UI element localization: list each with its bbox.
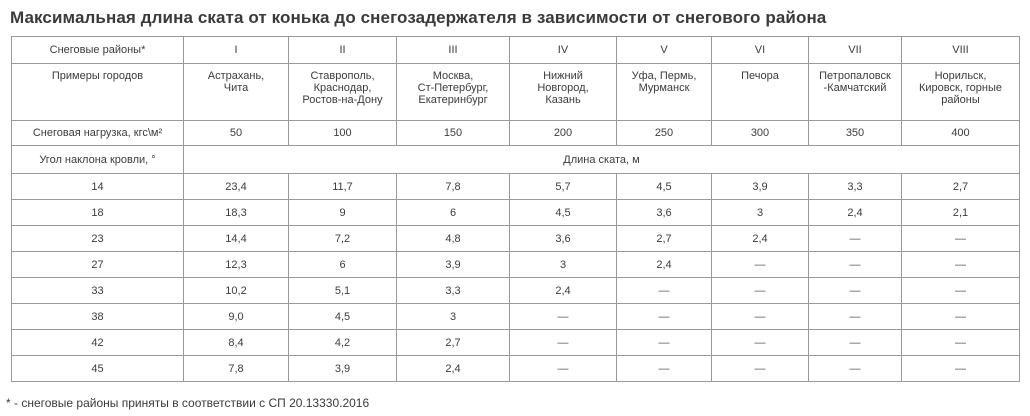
slope-length-cell: 3,9 [289,356,397,382]
region-header: III [397,37,510,64]
angle-header-row [12,146,1020,174]
region-header: VII [809,37,902,64]
load-cell: 50 [184,121,289,146]
page-title: Максимальная длина ската от конька до снегозадержателя в зависимости от снегового района [10,8,827,27]
table-row [12,278,1020,304]
regions-row [12,37,1020,64]
load-cell: 250 [617,121,712,146]
slope-length-cell: 2,7 [397,330,510,356]
slope-length-cell: 5,7 [510,174,617,200]
snow-load-row [12,121,1020,146]
slope-length-cell: — [902,356,1020,382]
angle-cell: 23 [12,226,184,252]
slope-length-cell: — [902,252,1020,278]
slope-length-cell: 2,7 [902,174,1020,200]
slope-length-cell: — [712,330,809,356]
slope-length-cell: 3,3 [397,278,510,304]
slope-length-cell: 14,4 [184,226,289,252]
table-row [12,174,1020,200]
slope-length-cell: 3,3 [809,174,902,200]
slope-length-cell: 2,4 [712,226,809,252]
slope-length-cell: 2,4 [397,356,510,382]
slope-length-cell: 12,3 [184,252,289,278]
slope-length-cell: 2,4 [617,252,712,278]
slope-length-cell: 10,2 [184,278,289,304]
slope-length-cell: 3,6 [510,226,617,252]
slope-length-cell: 2,4 [809,200,902,226]
slope-length-header: Длина ската, м [184,146,1020,174]
city-cell: Москва, Ст-Петербург, Екатеринбург [397,64,510,121]
angle-cell: 27 [12,252,184,278]
slope-length-cell: 4,2 [289,330,397,356]
slope-length-cell: — [712,304,809,330]
slope-length-cell: — [902,330,1020,356]
slope-length-cell: 6 [397,200,510,226]
angle-cell: 14 [12,174,184,200]
table-row [12,330,1020,356]
slope-length-cell: — [809,356,902,382]
load-cell: 350 [809,121,902,146]
load-cell: 150 [397,121,510,146]
slope-length-cell: — [712,356,809,382]
slope-length-cell: — [902,304,1020,330]
city-cell: Петропаловск -Камчатский [809,64,902,121]
slope-length-cell: 3,9 [712,174,809,200]
angle-cell: 33 [12,278,184,304]
slope-length-cell: 2,7 [617,226,712,252]
load-cell: 200 [510,121,617,146]
slope-length-cell: — [510,304,617,330]
region-header: I [184,37,289,64]
slope-length-cell: 6 [289,252,397,278]
angle-cell: 18 [12,200,184,226]
angle-cell: 38 [12,304,184,330]
table-row [12,356,1020,382]
table-row [12,252,1020,278]
city-cell: Норильск, Кировск, горные районы [902,64,1020,121]
slope-length-cell: 3 [397,304,510,330]
slope-length-cell: — [902,278,1020,304]
slope-length-cell: 7,8 [184,356,289,382]
angle-cell: 45 [12,356,184,382]
angle-label: Угол наклона кровли, ° [12,146,184,174]
slope-length-cell: — [617,330,712,356]
city-cell: Уфа, Пермь, Мурманск [617,64,712,121]
slope-length-cell: 4,5 [617,174,712,200]
slope-length-cell: — [617,304,712,330]
load-cell: 300 [712,121,809,146]
slope-length-cell: 3 [712,200,809,226]
slope-length-cell: — [510,356,617,382]
city-cell: Ставрополь, Краснодар, Ростов-на-Дону [289,64,397,121]
region-header: IV [510,37,617,64]
slope-length-cell: 3 [510,252,617,278]
region-header: II [289,37,397,64]
slope-length-cell: 2,4 [510,278,617,304]
region-header: V [617,37,712,64]
footnote: * - снеговые районы приняты в соответствии с СП 20.13330.2016 [6,396,370,410]
slope-length-cell: 4,8 [397,226,510,252]
slope-length-cell: 11,7 [289,174,397,200]
slope-length-cell: — [712,278,809,304]
cities-row [12,64,1020,121]
slope-length-cell: — [617,278,712,304]
slope-length-cell: 4,5 [289,304,397,330]
slope-length-cell: 3,6 [617,200,712,226]
region-header: VIII [902,37,1020,64]
angle-cell: 42 [12,330,184,356]
snow-load-label: Снеговая нагрузка, кгс\м² [12,121,184,146]
slope-length-cell: 8,4 [184,330,289,356]
slope-length-cell: — [809,330,902,356]
slope-length-cell: 2,1 [902,200,1020,226]
city-cell: Нижний Новгород, Казань [510,64,617,121]
slope-length-cell: — [510,330,617,356]
slope-length-cell: 3,9 [397,252,510,278]
slope-length-cell: 23,4 [184,174,289,200]
slope-length-cell: — [809,278,902,304]
slope-length-cell: 4,5 [510,200,617,226]
slope-length-cell: — [809,304,902,330]
table-row [12,304,1020,330]
cities-label: Примеры городов [12,64,184,121]
snow-load-table [11,36,1020,382]
regions-label: Снеговые районы* [12,37,184,64]
table-row [12,200,1020,226]
load-cell: 100 [289,121,397,146]
region-header: VI [712,37,809,64]
slope-length-cell: 9 [289,200,397,226]
slope-length-cell: — [809,252,902,278]
table-row [12,226,1020,252]
slope-length-cell: 5,1 [289,278,397,304]
slope-length-cell: 18,3 [184,200,289,226]
slope-length-cell: 7,2 [289,226,397,252]
slope-length-cell: — [712,252,809,278]
city-cell: Печора [712,64,809,121]
slope-length-cell: — [809,226,902,252]
load-cell: 400 [902,121,1020,146]
slope-length-cell: — [617,356,712,382]
slope-length-cell: 7,8 [397,174,510,200]
city-cell: Астрахань, Чита [184,64,289,121]
slope-length-cell: 9,0 [184,304,289,330]
slope-length-cell: — [902,226,1020,252]
